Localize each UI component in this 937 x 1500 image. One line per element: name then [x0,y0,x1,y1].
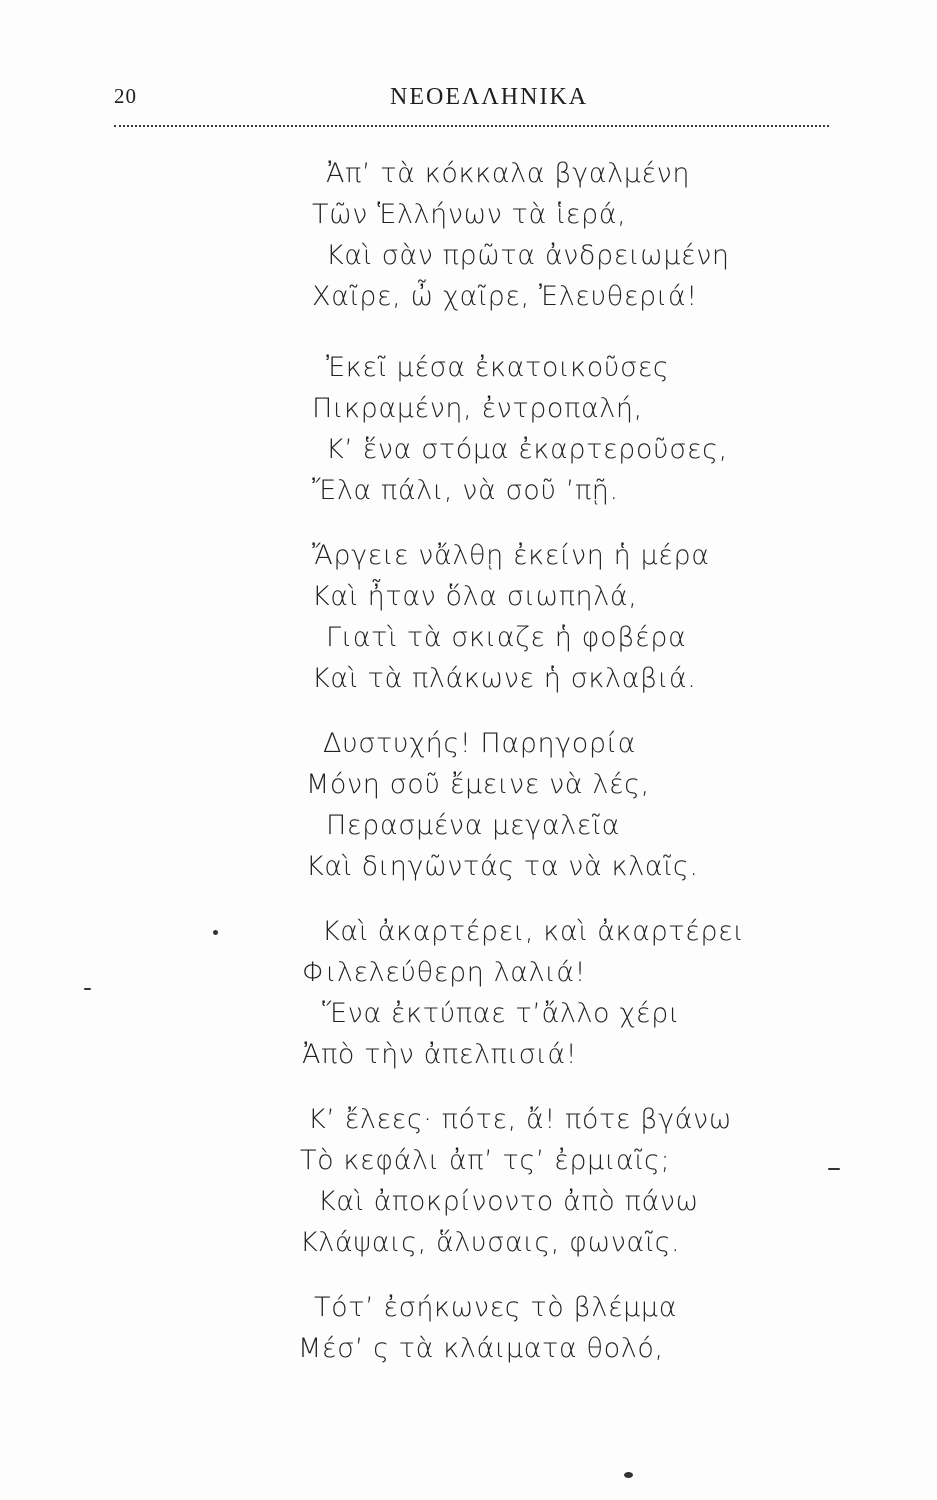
poem-line: Ἄργειε νἄλθῃ ἐκείνη ἡ μέρα [312,540,710,571]
scan-speck [84,988,91,990]
poem-line: Χαῖρε, ὦ χαῖρε, Ἐλευθεριά! [312,281,698,312]
poem-line: Ἔλα πάλι, νὰ σοῦ ’πῇ. [312,475,619,506]
poem-line: Τότ’ ἐσήκωνες τὸ βλέμμα [314,1292,678,1323]
poem-line: Τῶν Ἑλλήνων τὰ ἱερά, [312,199,627,230]
poem-line: Γιατὶ τὰ σκιαζε ἡ φοβέρα [326,622,687,653]
poem-line: Καὶ σὰν πρῶτα ἀνδρειωμένη [326,240,730,271]
poem-line: Ἀπὸ τὴν ἀπελπισιά! [302,1039,578,1070]
poem-line: Καὶ διηγῶντάς τα νὰ κλαῖς. [306,851,699,882]
scan-speck [213,930,218,935]
poem-line: Μέσ’ ς τὰ κλάιματα θολό, [298,1333,664,1364]
poem-line: Καὶ τὰ πλάκωνε ἡ σκλαβιά. [312,663,697,694]
poem-line: Πικραμένη, ἐντροπαλή, [312,393,643,424]
scan-speck [624,1472,633,1478]
poem-line: Κ’ ἔλεες· πότε, ἄ! πότε βγάνω [308,1104,732,1135]
poem-line: Ἀπ’ τὰ κόκκαλα βγαλμένη [326,158,691,189]
poem-line: Μόνη σοῦ ἔμεινε νὰ λές, [306,769,650,800]
poem-line: Τὸ κεφάλι ἀπ’ τς’ ἐρμιαῖς; [300,1145,671,1176]
poem-line: Φιλελεύθερη λαλιά! [302,957,587,988]
poem-line: Καὶ ἀκαρτέρει, καὶ ἀκαρτέρει [322,916,745,947]
poem-line: Κ’ ἕνα στόμα ἐκαρτεροῦσες, [326,434,728,465]
poem-line: Δυστυχής! Παρηγορία [323,728,637,759]
running-title: ΝΕΟΕΛΛΗΝΙΚΑ [390,84,589,110]
header-dotted-rule [114,125,829,127]
poem-line: Ἐκεῖ μέσα ἐκατοικοῦσες [326,352,670,383]
scan-speck [828,1168,840,1170]
poem-line: Καὶ ἦταν ὅλα σιωπηλά, [312,581,638,612]
page-number: 20 [114,84,137,108]
poem-line: Κλάψαις, ἅλυσαις, φωναῖς. [300,1227,681,1258]
poem-line: Καὶ ἀποκρίνοντο ἀπὸ πάνω [318,1186,699,1217]
poem-line: Ἕνα ἐκτύπαε τ’ἄλλο χέρι [322,998,680,1029]
poem-line: Περασμένα μεγαλεῖα [326,810,621,841]
